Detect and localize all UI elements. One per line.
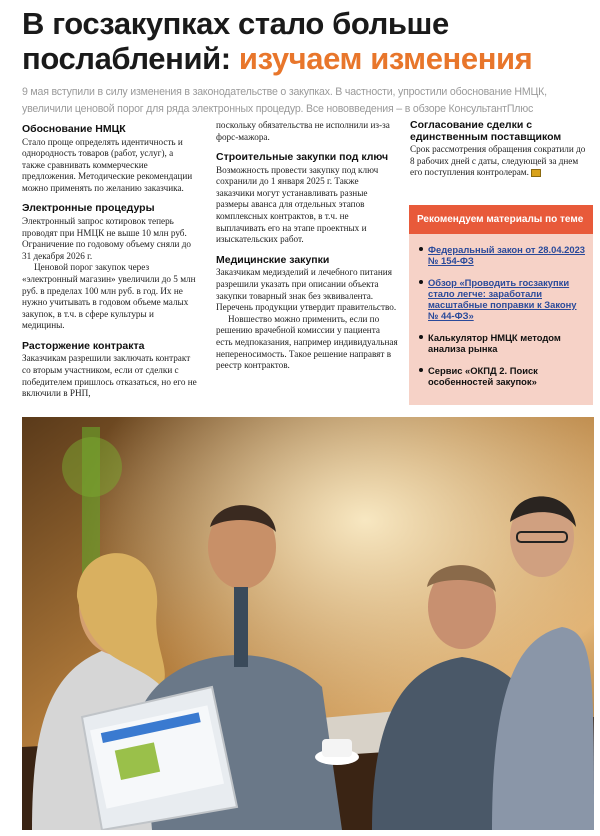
section-termination xyxy=(22,341,198,400)
recommend-box xyxy=(409,205,593,405)
section-text: Возможность провести закупку под ключ сохранили до 1 января 2025 г. Также заказчики могут устанавливать разные размеры аванса для отдельных этапов комплексных контрактов, в т.ч. не выплачивать его на этапе проектных и изыскательских работ. xyxy=(216,164,379,245)
section-text: Ценовой порог закупок через «электронный магазин» увеличили до 5 млн руб. в пределах 100 млн руб. в год. Их не нужно учитывать в годовом объеме малых закупок, в т.ч. в сфере культуры и медицины. xyxy=(22,262,196,331)
meeting-photo xyxy=(22,417,594,830)
section-construction xyxy=(216,152,398,246)
section-heading: Электронные процедуры xyxy=(22,202,155,215)
section-text: Электронный запрос котировок теперь проводят при НМЦК не выше 10 млн руб. Ограничение по годовому объему сняли до 31 декабря 2026 г. xyxy=(22,215,192,261)
section-single-supplier xyxy=(410,120,590,179)
section-nmck xyxy=(22,124,198,194)
recommend-item-okpd: Сервис «ОКПД 2. Поиск особенностей закупок» xyxy=(419,365,587,387)
recommend-list xyxy=(409,234,593,387)
section-electronic xyxy=(22,203,198,331)
section-medical xyxy=(216,255,398,372)
title-main: В госзакупках стало больше послаблений: xyxy=(22,6,449,76)
section-text: поскольку обязательства не исполнили из-за форс-мажора. xyxy=(216,120,390,142)
column-3 xyxy=(410,120,590,188)
meeting-illustration xyxy=(22,417,594,830)
section-text xyxy=(410,144,590,179)
section-heading: Медицинские закупки xyxy=(216,253,330,266)
recommend-link-law[interactable]: Федеральный закон от 28.04.2023 № 154-ФЗ xyxy=(419,244,587,266)
recommend-item-calculator: Калькулятор НМЦК методом анализа рынка xyxy=(419,332,587,354)
section-heading: Обоснование НМЦК xyxy=(22,123,126,135)
section-heading: Согласование сделки с единственным поставщиком xyxy=(410,119,562,143)
section-text: Заказчикам разрешили заключать контракт со вторым участником, если от сделки с победителем пришлось отказаться, но его не включили в РНП, xyxy=(22,353,197,399)
column-1 xyxy=(22,124,198,409)
column-2 xyxy=(216,120,398,381)
recommend-title: Рекомендуем материалы по теме xyxy=(409,205,593,234)
section-text: Новшество можно применить, если по решению врачебной комиссии у пациента есть медпоказания, например индивидуальная непереносимость. Такое решение направят в реестр контрактов. xyxy=(216,313,398,371)
article-title xyxy=(22,6,592,76)
section-continuation xyxy=(216,120,398,143)
section-heading: Строительные закупки под ключ xyxy=(216,151,389,164)
section-text: Стало проще определять идентичность и однородность товаров (работ, услуг), а также сравнивать коммерческие предложения. Методические рекомендации можно применять по желанию заказчика. xyxy=(22,136,193,193)
recommend-link-review[interactable]: Обзор «Проводить госзакупки стало легче: заработали масштабные поправки к Закону № 44-ФЗ» xyxy=(419,277,587,321)
section-text-body: Срок рассмотрения обращения сократили до 8 рабочих дней с даты, следующей за днем его поступления контролерам. xyxy=(410,144,586,178)
flag-icon xyxy=(531,169,541,177)
title-accent: изучаем изменения xyxy=(238,41,533,76)
section-heading: Расторжение контракта xyxy=(22,339,145,352)
section-text: Заказчикам медизделий и лечебного питания разрешили указать при описании объекта закупки товарный знак без эквивалента. Перечень продукции утвердит правительство. xyxy=(216,267,397,313)
article-lead: 9 мая вступили в силу изменения в законодательстве о закупках. В частности, упростили обоснование НМЦК, увеличили ценовой порог для ряда электронных процедур. Все нововведения – в обзоре КонсультантПлюс xyxy=(22,86,547,115)
